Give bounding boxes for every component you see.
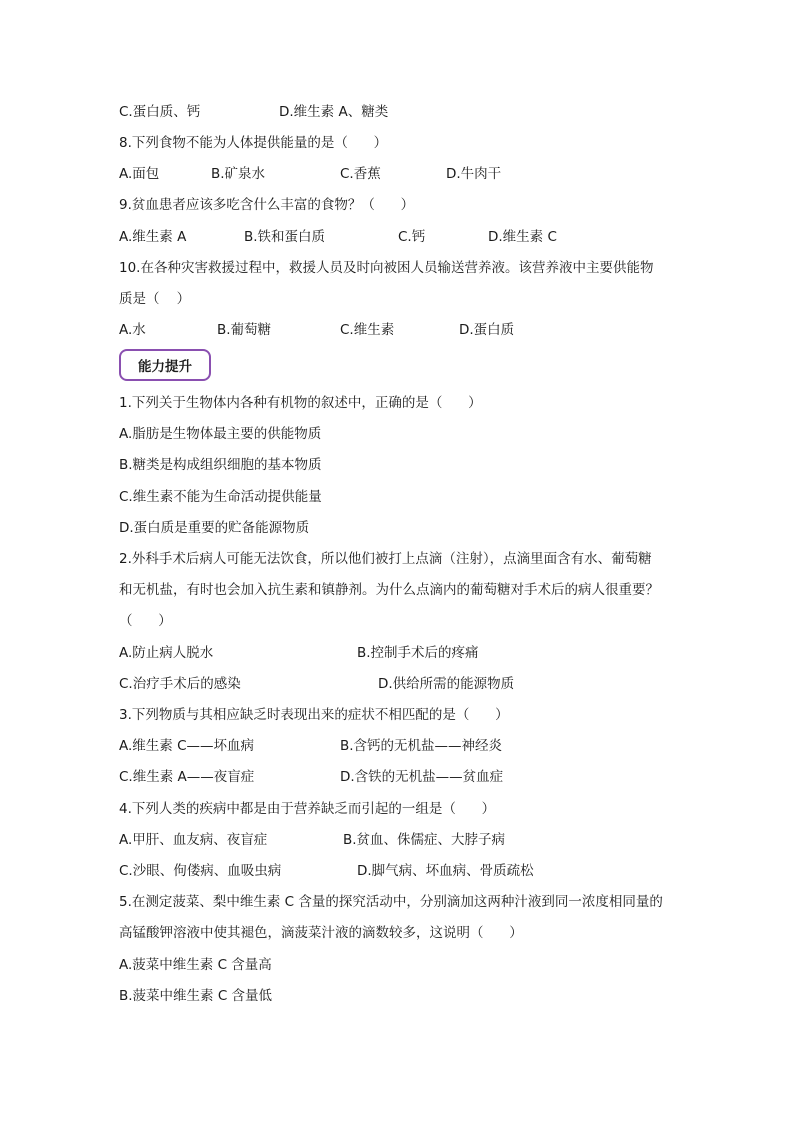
p5-stem-line2: 高锰酸钾溶液中使其褪色，滴菠菜汁液的滴数较多，这说明（ ） bbox=[119, 925, 523, 941]
p2-stem-line3: （ ） bbox=[119, 613, 172, 629]
p2-stem-line2: 和无机盐，有时也会加入抗生素和镇静剂。为什么点滴内的葡萄糖对手术后的病人很重要？ bbox=[119, 582, 659, 598]
p3-stem: 3.下列物质与其相应缺乏时表现出来的症状不相匹配的是（ ） bbox=[119, 707, 509, 723]
p4-option-c: C.沙眼、佝偻病、血吸虫病 bbox=[119, 863, 282, 879]
q10-option-b: B.葡萄糖 bbox=[217, 322, 272, 338]
q7-option-d: D.维生素 A、糖类 bbox=[279, 104, 389, 120]
p4-stem: 4.下列人类的疾病中都是由于营养缺乏而引起的一组是（ ） bbox=[119, 801, 496, 817]
p3-option-c: C.维生素 A——夜盲症 bbox=[119, 769, 255, 785]
p2-option-d: D.供给所需的能源物质 bbox=[378, 676, 515, 692]
q9-option-d: D.维生素 C bbox=[488, 229, 557, 245]
p5-option-b: B.菠菜中维生素 C 含量低 bbox=[119, 988, 273, 1004]
q8-option-d: D.牛肉干 bbox=[446, 166, 502, 182]
p4-option-a: A.甲肝、血友病、夜盲症 bbox=[119, 832, 268, 848]
q10-stem-line1: 10.在各种灾害救援过程中，救援人员及时向被困人员输送营养液。该营养液中主要供能物 bbox=[119, 260, 654, 276]
q10-option-d: D.蛋白质 bbox=[459, 322, 515, 338]
p1-option-d: D.蛋白质是重要的贮备能源物质 bbox=[119, 520, 310, 536]
q9-option-b: B.铁和蛋白质 bbox=[244, 229, 326, 245]
q10-stem-line2: 质是（ ） bbox=[119, 291, 191, 307]
q9-option-c: C.钙 bbox=[398, 229, 426, 245]
p4-option-b: B.贫血、侏儒症、大脖子病 bbox=[343, 832, 506, 848]
q9-stem: 9.贫血患者应该多吃含什么丰富的食物？（ ） bbox=[119, 197, 415, 213]
p1-option-c: C.维生素不能为生命活动提供能量 bbox=[119, 489, 322, 505]
p3-option-b: B.含钙的无机盐——神经炎 bbox=[340, 738, 503, 754]
q7-option-c: C.蛋白质、钙 bbox=[119, 104, 201, 120]
p3-option-a: A.维生素 C——坏血病 bbox=[119, 738, 255, 754]
p3-option-d: D.含铁的无机盐——贫血症 bbox=[340, 769, 504, 785]
q8-stem: 8.下列食物不能为人体提供能量的是（ ） bbox=[119, 135, 388, 151]
q9-option-a: A.维生素 A bbox=[119, 229, 187, 245]
q8-option-a: A.面包 bbox=[119, 166, 160, 182]
p5-option-a: A.菠菜中维生素 C 含量高 bbox=[119, 957, 272, 973]
p1-option-a: A.脂肪是生物体最主要的供能物质 bbox=[119, 426, 322, 442]
q10-option-a: A.水 bbox=[119, 322, 146, 338]
p4-option-d: D.脚气病、坏血病、骨质疏松 bbox=[357, 863, 534, 879]
p1-option-b: B.糖类是构成组织细胞的基本物质 bbox=[119, 457, 322, 473]
p5-stem-line1: 5.在测定菠菜、梨中维生素 C 含量的探究活动中，分别滴加这两种汁液到同一浓度相同量的 bbox=[119, 894, 663, 910]
p1-stem: 1.下列关于生物体内各种有机物的叙述中，正确的是（ ） bbox=[119, 395, 482, 411]
q10-option-c: C.维生素 bbox=[340, 322, 395, 338]
p2-option-b: B.控制手术后的疼痛 bbox=[357, 645, 479, 661]
q8-option-b: B.矿泉水 bbox=[211, 166, 266, 182]
p2-stem-line1: 2.外科手术后病人可能无法饮食，所以他们被打上点滴（注射），点滴里面含有水、葡萄糖 bbox=[119, 551, 652, 567]
p2-option-c: C.治疗手术后的感染 bbox=[119, 676, 241, 692]
p2-option-a: A.防止病人脱水 bbox=[119, 645, 214, 661]
section-title-badge: 能力提升 bbox=[119, 349, 211, 381]
q8-option-c: C.香蕉 bbox=[340, 166, 381, 182]
